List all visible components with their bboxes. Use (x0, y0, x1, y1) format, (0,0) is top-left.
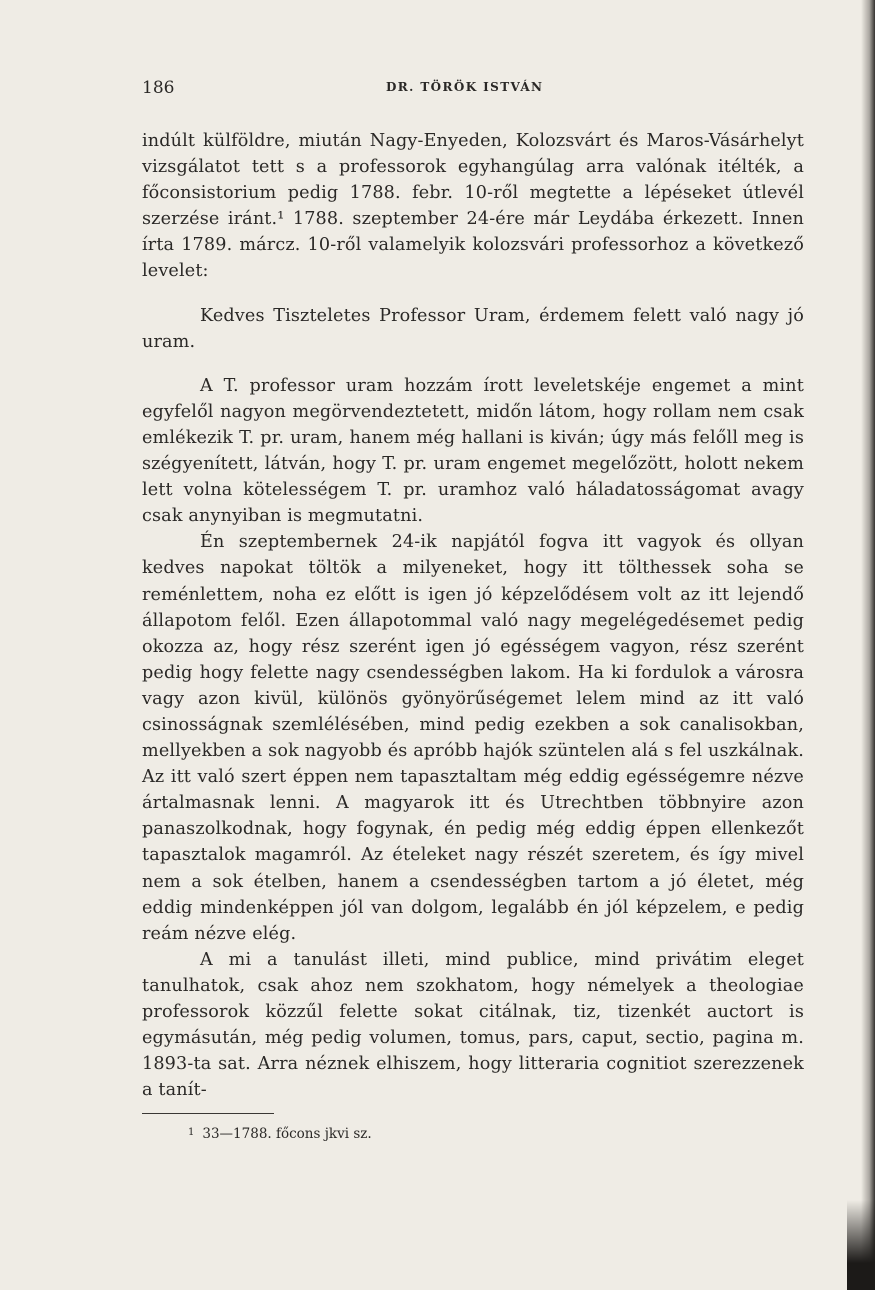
footnote (188, 1124, 372, 1143)
body-text (142, 128, 804, 1103)
paragraph-1: indúlt külföldre, miután Nagy-Enyeden, Kolozsvárt és Maros-Vásárhelyt vizsgálatot tett s a professorok egyhangúlag arra valónak itélték, a főconsistorium pedig 1788. febr. 10-ről megtette a lépéseket útlevél szerzése iránt.¹ 1788. szeptember 24-ére már Leydába érkezett. Innen írta 1789. márcz. 10-ről valamelyik kolozsvári professorhoz a következő levelet: (142, 131, 804, 282)
page-number: 186 (142, 78, 175, 98)
footnote-rule (142, 1113, 274, 1114)
running-head: DR. TÖRÖK ISTVÁN (386, 80, 544, 94)
page-edge-shadow (861, 0, 875, 1290)
page-corner-shadow (847, 1200, 875, 1290)
footnote-mark: 1 (188, 1127, 195, 1138)
letter-paragraph-2: Én szeptembernek 24-ik napjától fogva itt vagyok és ollyan kedves napokat töltök a milyeneket, hogy itt tölthessek soha se reménlettem, noha ez előtt is igen jó képzelődésem volt az itt lejendő állapotom felől. Ezen állapotommal való nagy megelégedésemet pedig okozza az, hogy rész szerént igen jó egésségem vagyon, rész szerént pedig hogy felette nagy csendességben lakom. Ha ki fordulok a városra vagy azon kivül, különös gyönyörűségemet lelem mind az itt való csinosságnak szemlélésében, mind pedig ezekben a sok canalisokban, mellyekben a sok nagyobb és apróbb hajók szüntelen alá s fel uszkálnak. Az itt való szert éppen nem tapasztaltam még eddig egésségemre nézve ártalmasnak lenni. A magyarok itt és Utrechtben többnyire azon panaszolkodnak, hogy fogynak, én pedig még eddig éppen ellenkezőt tapasztalok magamról. Az ételeket nagy részét szeretem, és így mivel nem a sok ételben, hanem a csendességben tartom a jó életet, még eddig mindenképpen jól van dolgom, legalább én jól képzelem, e pedig reám nézve elég. (142, 532, 804, 944)
letter-paragraph-1: A T. professor uram hozzám írott leveletskéje engemet a mint egyfelől nagyon megörvendeztetett, midőn látom, hogy rollam nem csak emlékezik T. pr. uram, hanem még hallani is kiván; úgy más felőll meg is szégyenített, látván, hogy T. pr. uram engemet megelőzött, holott nekem lett volna kötelességem T. pr. uramhoz való háladatosságomat avagy csak anynyiban is megmutatni. (142, 375, 804, 527)
page-header (142, 78, 804, 100)
letter-salutation: Kedves Tiszteletes Professor Uram, érdemem felett való nagy jó uram. (142, 305, 804, 352)
letter-paragraph-3: A mi a tanulást illeti, mind publice, mind privátim eleget tanulhatok, csak ahoz nem szokhatom, hogy némelyek a theologiae professorok közzűl felette sokat citálnak, tiz, tizenkét auctort is egymásután, még pedig volumen, tomus, pars, caput, sectio, pagina m. 1893-ta sat. Arra néznek elhiszem, hogy litteraria cognitiot szerezzenek a tanít- (142, 949, 804, 1101)
footnote-text: 33—1788. főcons jkvi sz. (202, 1126, 372, 1142)
